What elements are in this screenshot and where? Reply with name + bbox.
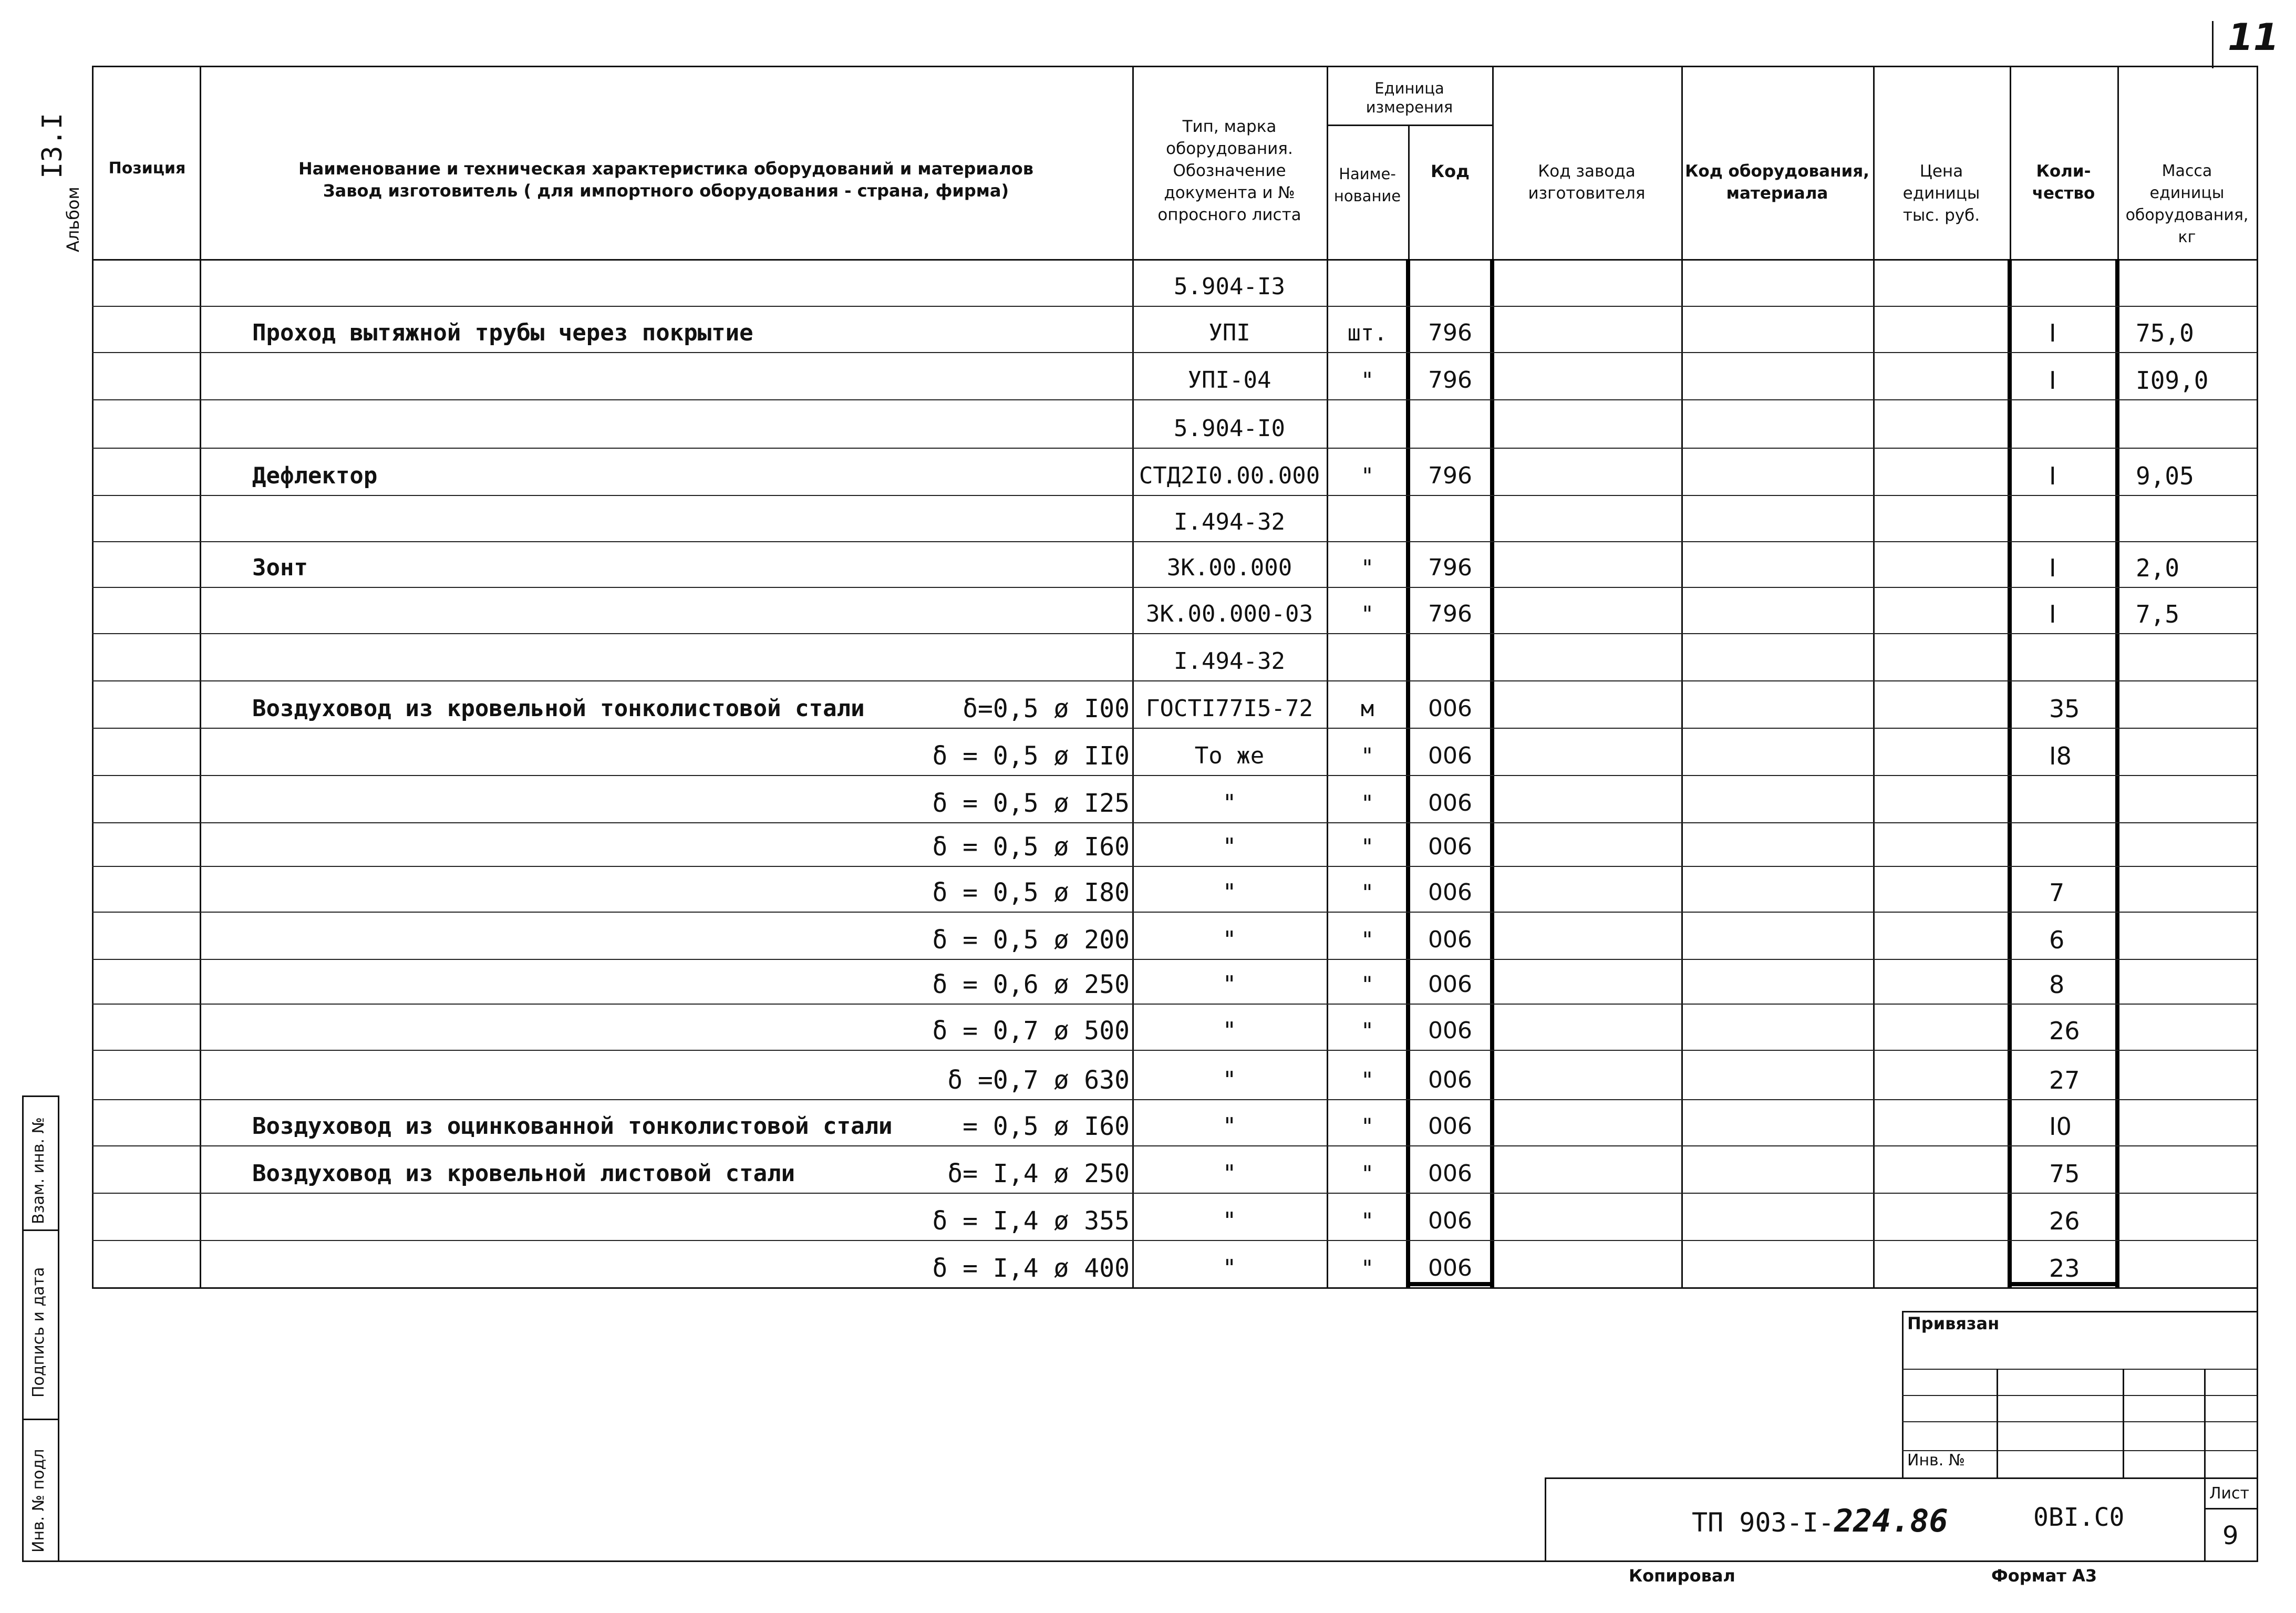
- row-divider: [92, 680, 2257, 681]
- header-type: Тип, марка оборудования. Обозначение документа и № опросного листа: [1157, 117, 1301, 224]
- table-row: [0, 822, 2296, 866]
- item-code: 796: [1428, 367, 1472, 394]
- item-code: 796: [1428, 554, 1472, 581]
- header-position: Позиция: [108, 159, 186, 178]
- side-label-replace-inv: Взам. инв. №: [29, 1117, 48, 1224]
- item-unit: ": [1360, 880, 1374, 905]
- table-row: [0, 680, 2296, 728]
- item-type: ": [1222, 1160, 1237, 1187]
- table-row: [0, 866, 2296, 912]
- header-unit-group: Единица измерения: [1366, 79, 1453, 116]
- table-row: [0, 352, 2296, 399]
- item-code: 006: [1428, 833, 1472, 860]
- item-dimensions: δ = I,4 ø 400: [932, 1254, 1130, 1283]
- item-quantity: I: [2049, 319, 2056, 347]
- header-unit-name: Наиме- нование: [1333, 165, 1401, 205]
- item-type: ": [1222, 790, 1237, 816]
- row-divider: [92, 1050, 2257, 1051]
- table-row: [0, 1193, 2296, 1240]
- inv-no-label: Инв. №: [1907, 1451, 1966, 1470]
- row-divider: [92, 1099, 2257, 1100]
- item-type: ": [1222, 1017, 1237, 1044]
- row-divider: [92, 1004, 2257, 1005]
- header-unit-code: Код: [1431, 161, 1470, 181]
- table-row: [0, 587, 2296, 633]
- item-mass: 2,0: [2136, 554, 2180, 582]
- item-quantity: I: [2049, 600, 2056, 628]
- item-type: УПI-04: [1187, 367, 1271, 394]
- item-code: 006: [1428, 790, 1472, 816]
- item-unit: ": [1360, 1255, 1374, 1281]
- header-mass: Масса единицы оборудования, кг: [2125, 162, 2249, 246]
- item-unit: ": [1360, 927, 1374, 953]
- item-quantity: I: [2049, 366, 2056, 395]
- item-dimensions: δ = 0,5 ø I25: [932, 789, 1130, 818]
- item-type: ЗК.00.000-03: [1146, 601, 1313, 627]
- item-name: Зонт: [252, 554, 308, 581]
- item-code: 006: [1428, 1160, 1472, 1187]
- item-code: 006: [1428, 1255, 1472, 1281]
- item-unit: ": [1360, 790, 1374, 816]
- row-divider: [92, 541, 2257, 542]
- item-type: ГОСТI77I5-72: [1146, 695, 1313, 722]
- item-type: 5.904-I0: [1174, 415, 1285, 442]
- sheet-number: 9: [2222, 1521, 2239, 1550]
- item-mass: 9,05: [2136, 462, 2194, 490]
- table-row: [0, 259, 2296, 306]
- row-divider: [92, 352, 2257, 353]
- item-code: 006: [1428, 1113, 1472, 1140]
- row-divider: [92, 306, 2257, 307]
- item-unit: ": [1360, 834, 1374, 860]
- item-code: 006: [1428, 1207, 1472, 1234]
- item-dimensions: δ=0,5 ø I00: [963, 694, 1130, 723]
- item-dimensions: δ =0,7 ø 630: [947, 1066, 1130, 1095]
- row-divider: [92, 728, 2257, 729]
- attached-label: Привязан: [1907, 1314, 2000, 1333]
- item-quantity: 23: [2049, 1254, 2080, 1283]
- item-type: ": [1222, 1113, 1237, 1140]
- item-unit: ": [1360, 463, 1374, 489]
- row-divider: [92, 959, 2257, 960]
- doc-code-prefix: ТП 903-I-: [1692, 1507, 1834, 1538]
- header-price: Цена единицы тыс. руб.: [1902, 162, 1980, 225]
- item-type: ": [1222, 1255, 1237, 1281]
- table-row: [0, 633, 2296, 680]
- item-unit: ": [1360, 1018, 1374, 1043]
- footer-format: Формат А3: [1991, 1566, 2097, 1586]
- item-code: 796: [1428, 319, 1472, 346]
- item-unit: м: [1360, 696, 1374, 721]
- item-code: 006: [1428, 926, 1472, 953]
- item-code: 006: [1428, 742, 1472, 769]
- item-code: 006: [1428, 879, 1472, 906]
- item-dimensions: δ = 0,5 ø 200: [932, 925, 1130, 955]
- side-label-signature-date: Подпись и дата: [29, 1267, 48, 1398]
- item-quantity: I: [2049, 554, 2056, 582]
- row-divider: [92, 399, 2257, 400]
- item-type: ": [1222, 1067, 1237, 1093]
- item-unit: ": [1360, 367, 1374, 393]
- item-dimensions: δ = 0,5 ø II0: [932, 741, 1130, 771]
- item-name: Дефлектор: [252, 462, 378, 489]
- header-equipment-code: Код оборудования, материала: [1685, 162, 1869, 203]
- item-unit: шт.: [1347, 320, 1388, 346]
- row-divider: [92, 1193, 2257, 1194]
- table-row: [0, 495, 2296, 541]
- item-unit: ": [1360, 1208, 1374, 1234]
- row-divider: [92, 1145, 2257, 1146]
- doc-code-suffix: 0BI.C0: [2033, 1503, 2125, 1532]
- item-code: 796: [1428, 462, 1472, 489]
- item-code: 006: [1428, 695, 1472, 722]
- table-row: [0, 1050, 2296, 1099]
- side-label-inv-original: Инв. № подл: [29, 1449, 48, 1553]
- item-type: I.494-32: [1174, 509, 1285, 535]
- item-name: Воздуховод из кровельной листовой стали: [252, 1160, 795, 1187]
- item-mass: 75,0: [2136, 319, 2194, 347]
- row-divider: [92, 633, 2257, 634]
- item-type: ЗК.00.000: [1166, 554, 1292, 581]
- table-row: [0, 1145, 2296, 1193]
- item-dimensions: δ = 0,5 ø I80: [932, 878, 1130, 907]
- item-quantity: 8: [2049, 970, 2065, 999]
- item-unit: ": [1360, 601, 1374, 627]
- item-unit: ": [1360, 1161, 1374, 1186]
- table-row: [0, 1004, 2296, 1050]
- item-dimensions: δ = 0,6 ø 250: [932, 970, 1130, 999]
- item-name: Воздуховод из кровельной тонколистовой стали: [252, 695, 865, 722]
- item-quantity: I8: [2049, 742, 2072, 770]
- item-code: 796: [1428, 601, 1472, 627]
- item-quantity: I0: [2049, 1112, 2072, 1141]
- item-unit: ": [1360, 555, 1374, 581]
- item-code: 006: [1428, 971, 1472, 998]
- item-dimensions: δ = I,4 ø 355: [932, 1206, 1130, 1236]
- header-quantity: Коли- чество: [2032, 162, 2095, 203]
- item-dimensions: δ = 0,5 ø I60: [932, 832, 1130, 862]
- row-divider: [92, 1240, 2257, 1241]
- doc-code-number: 224.86: [1834, 1503, 1948, 1539]
- item-quantity: 26: [2049, 1207, 2080, 1235]
- item-quantity: 35: [2049, 695, 2080, 723]
- table-row: [0, 728, 2296, 775]
- album-number: I3.I: [37, 112, 68, 179]
- item-dimensions: = 0,5 ø I60: [963, 1112, 1130, 1141]
- header-name: Наименование и техническая характеристика оборудований и материалов Завод изготовитель ( для импортного оборудования - страна, фирма): [298, 159, 1033, 201]
- row-divider: [92, 775, 2257, 776]
- item-unit: ": [1360, 971, 1374, 997]
- item-mass: 7,5: [2136, 600, 2180, 628]
- row-divider: [92, 822, 2257, 823]
- item-quantity: 26: [2049, 1017, 2080, 1045]
- item-type: I.494-32: [1174, 648, 1285, 675]
- item-unit: ": [1360, 1067, 1374, 1093]
- item-type: СТД2I0.00.000: [1139, 462, 1320, 489]
- album-label: Альбом: [63, 187, 83, 252]
- item-quantity: I: [2049, 462, 2056, 490]
- item-unit: ": [1360, 743, 1374, 769]
- sheet-label: Лист: [2209, 1484, 2250, 1503]
- table-row: [0, 1099, 2296, 1145]
- footer-copied: Копировал: [1629, 1566, 1735, 1586]
- row-divider: [92, 495, 2257, 496]
- table-row: [0, 399, 2296, 448]
- table-row: [0, 959, 2296, 1004]
- item-mass: I09,0: [2136, 366, 2209, 395]
- table-row: [0, 306, 2296, 352]
- page-number: 11: [2228, 16, 2279, 59]
- item-type: ": [1222, 833, 1237, 860]
- row-divider: [92, 912, 2257, 913]
- item-type: 5.904-I3: [1174, 273, 1285, 300]
- row-divider: [92, 866, 2257, 867]
- item-code: 006: [1428, 1067, 1472, 1093]
- item-type: УПI: [1208, 319, 1250, 346]
- item-code: 006: [1428, 1017, 1472, 1044]
- item-name: Воздуховод из оцинкованной тонколистовой стали: [252, 1113, 893, 1140]
- table-row: [0, 541, 2296, 587]
- row-divider: [92, 448, 2257, 449]
- item-type: ": [1222, 1207, 1237, 1234]
- item-type: То же: [1194, 742, 1265, 769]
- table-row: [0, 775, 2296, 822]
- table-row: [0, 448, 2296, 495]
- item-dimensions: δ = 0,7 ø 500: [932, 1016, 1130, 1046]
- item-name: Проход вытяжной трубы через покрытие: [252, 319, 753, 346]
- item-quantity: 27: [2049, 1066, 2080, 1094]
- header-factory-code: Код завода изготовителя: [1528, 162, 1646, 203]
- item-quantity: 6: [2049, 926, 2065, 954]
- table-row: [0, 1240, 2296, 1287]
- item-unit: ": [1360, 1113, 1374, 1139]
- item-type: ": [1222, 926, 1237, 953]
- row-divider: [92, 587, 2257, 588]
- doc-code: [1692, 1503, 1948, 1539]
- table-row: [0, 912, 2296, 959]
- item-quantity: 75: [2049, 1160, 2080, 1188]
- item-dimensions: δ= I,4 ø 250: [947, 1159, 1130, 1188]
- item-type: ": [1222, 971, 1237, 998]
- item-type: ": [1222, 879, 1237, 906]
- item-quantity: 7: [2049, 878, 2065, 907]
